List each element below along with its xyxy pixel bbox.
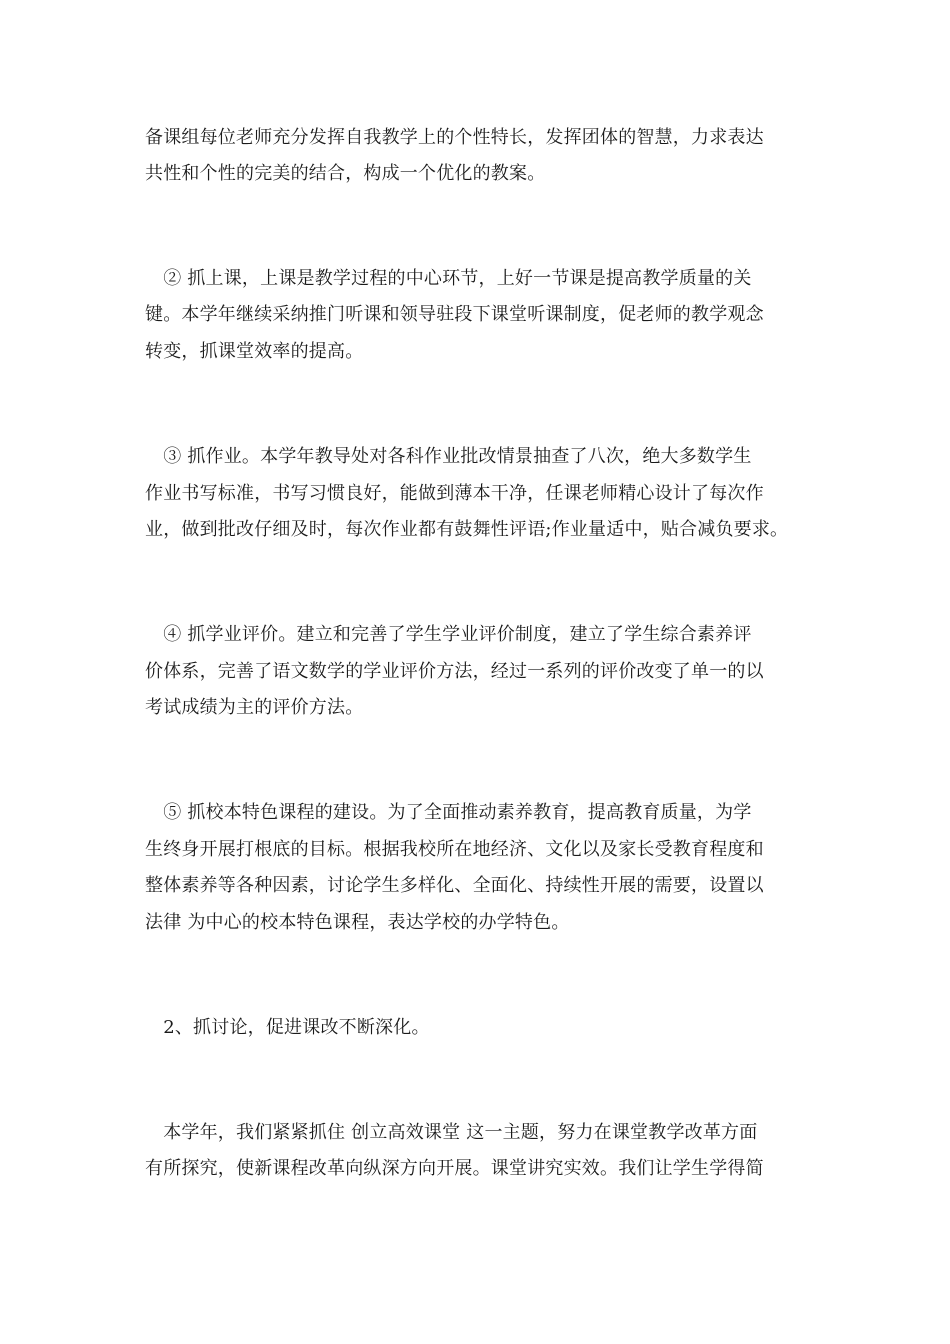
text-line: 业，做到批改仔细及时，每次作业都有鼓舞性评语;作业量适中，贴合减负要求。 xyxy=(145,519,789,540)
text-line: ② 抓上课，上课是教学过程的中心环节，上好一节课是提高教学质量的关 xyxy=(145,268,752,289)
text-line: 生终身开展打根底的目标。根据我校所在地经济、文化以及家长受教育程度和 xyxy=(145,839,764,860)
text-line: 整体素养等各种因素，讨论学生多样化、全面化、持续性开展的需要，设置以 xyxy=(145,875,764,896)
text-line: 考试成绩为主的评价方法。 xyxy=(145,697,364,718)
text-line: ④ 抓学业评价。建立和完善了学生学业评价制度，建立了学生综合素养评 xyxy=(145,624,752,645)
text-line: 转变，抓课堂效率的提高。 xyxy=(145,341,364,362)
text-line: 共性和个性的完美的结合，构成一个优化的教案。 xyxy=(145,163,546,184)
section-heading: 2、抓讨论，促进课改不断深化。 xyxy=(145,1017,430,1038)
text-line: 有所探究，使新课程改革向纵深方向开展。课堂讲究实效。我们让学生学得简 xyxy=(145,1158,764,1179)
text-line: 键。本学年继续采纳推门听课和领导驻段下课堂听课制度，促老师的教学观念 xyxy=(145,304,764,325)
text-line: ⑤ 抓校本特色课程的建设。为了全面推动素养教育，提高教育质量，为学 xyxy=(145,802,752,823)
text-line: ③ 抓作业。本学年教导处对各科作业批改情景抽查了八次，绝大多数学生 xyxy=(145,446,752,467)
text-line: 法律 为中心的校本特色课程，表达学校的办学特色。 xyxy=(145,912,570,933)
text-line: 本学年，我们紧紧抓住 创立高效课堂 这一主题，努力在课堂教学改革方面 xyxy=(145,1122,758,1143)
text-line: 作业书写标准，书写习惯良好，能做到薄本干净，任课老师精心设计了每次作 xyxy=(145,483,764,504)
text-line: 备课组每位老师充分发挥自我教学上的个性特长，发挥团体的智慧，力求表达 xyxy=(145,127,764,148)
text-line: 价体系，完善了语文数学的学业评价方法，经过一系列的评价改变了单一的以 xyxy=(145,661,764,682)
